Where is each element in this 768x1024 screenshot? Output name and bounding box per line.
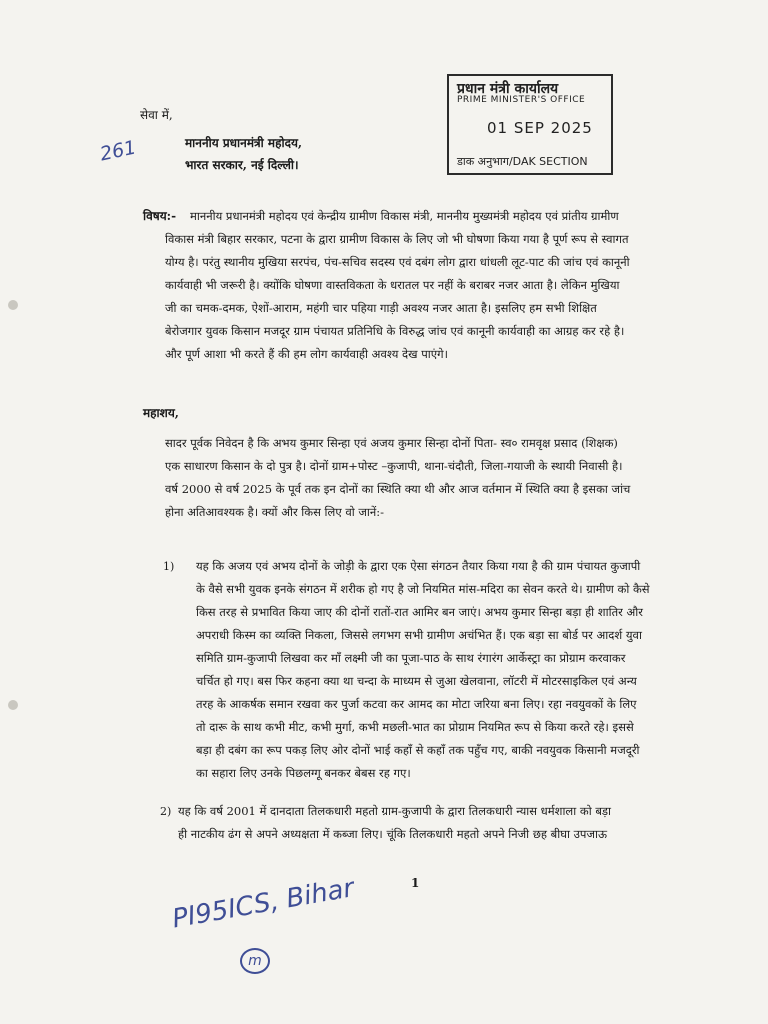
handwritten-circled-mark: m: [240, 948, 270, 974]
addressee-line-2: भारत सरकार, नई दिल्ली।: [185, 158, 299, 172]
point-line: समिति ग्राम-कुजापी लिखवा कर माँ लक्ष्मी जी का पूजा-पाठ के साथ रंगारंग आर्केस्ट्रा का प्रोग्राम करवाकर: [196, 651, 626, 665]
intro-line: एक साधारण किसान के दो पुत्र है। दोनों ग्राम+पोस्ट –कुजापी, थाना-चंदौती, जिला-गयाजी के स्थायी निवासी है।: [165, 459, 623, 473]
stamp-section: डाक अनुभाग/DAK SECTION: [457, 155, 588, 168]
intro-line: सादर पूर्वक निवेदन है कि अभय कुमार सिन्हा एवं अजय कुमार सिन्हा दोनों पिता- स्व० रामवृक्ष प्रसाद (शिक्षक): [165, 436, 618, 450]
salutation: सेवा में,: [140, 108, 173, 122]
point-line: का सहारा लिए उनके पिछलग्गू बनकर बेबस रह गए।: [196, 766, 411, 780]
intro-line: वर्ष 2000 से वर्ष 2025 के पूर्व तक इन दोनों का स्थिति क्या थी और आज वर्तमान में स्थिति क्या है इसका जांच: [165, 482, 631, 496]
subject-line: जी का चमक-दमक, ऐशों-आराम, महंगी चार पहिया गाड़ी अवश्य नजर आता है। इसलिए हम सभी शिक्षित: [165, 301, 597, 315]
handwritten-note: PI95ICS, Bihar: [170, 873, 357, 935]
point-line: यह कि वर्ष 2001 में दानदाता तिलकधारी महतो ग्राम-कुजापी के द्वारा तिलकधारी न्यास धर्मशाला को बड़ा: [178, 804, 612, 818]
stamp-title-english: PRIME MINISTER'S OFFICE: [457, 95, 586, 105]
point-line: तरह के आकर्षक समान रखवा कर पुर्जा कटवा कर आमद का मोटा जरिया बना लिए। रहा नवयुवकों के लिए: [196, 697, 637, 711]
intro-line: होना अतिआवश्यक है। क्यों और किस लिए वो जानें:-: [165, 505, 385, 519]
point-line: चर्चित हो गए। बस फिर कहना क्या था चन्दा के माध्यम से जुआ खेलवाना, लॉटरी में मोटरसाइकिल एवं अन्य: [196, 674, 637, 688]
stamp-title-hindi: प्रधान मंत्री कार्यालय: [457, 81, 559, 97]
subject-line: विकास मंत्री बिहार सरकार, पटना के द्वारा ग्रामीण विकास के लिए जो भी घोषणा किया गया है पूर्ण रूप से स्वागत: [165, 232, 629, 246]
subject-line: और पूर्ण आशा भी करते हैं की हम लोग कार्यवाही अवश्य देख पाएंगे।: [165, 347, 448, 361]
subject-label: विषय:-: [143, 209, 177, 223]
punch-hole: [8, 700, 18, 710]
point-line: यह कि अजय एवं अभय दोनों के जोड़ी के द्वारा एक ऐसा संगठन तैयार किया गया है की ग्राम पंचायत कुजापी: [196, 559, 641, 573]
point-line: अपराधी किस्म का व्यक्ति निकला, जिससे लगभग सभी ग्रामीण अचंभित हैं। एक बड़ा सा बोर्ड पर आदर्श युवा: [196, 628, 642, 642]
point-line: तो दारू के साथ कभी मीट, कभी मुर्गा, कभी मछली-भात का प्रोग्राम नियमित रूप से किया करते रहे। इससे: [196, 720, 634, 734]
received-stamp: [447, 74, 613, 175]
point-number: 2): [160, 805, 172, 818]
subject-line: योग्य है। परंतु स्थानीय मुखिया सरपंच, पंच-सचिव सदस्य एवं दबंग लोग द्वारा धांधली लूट-पाट की जांच एवं कानूनी: [165, 255, 630, 269]
subject-line: माननीय प्रधानमंत्री महोदय एवं केन्द्रीय ग्रामीण विकास मंत्री, माननीय मुख्यमंत्री महोदय एवं प्रांतीय ग्रामीण: [190, 209, 619, 223]
page-number: 1: [411, 876, 420, 890]
subject-line: बेरोजगार युवक किसान मजदूर ग्राम पंचायत प्रतिनिधि के विरुद्ध जांच एवं कानूनी कार्यवाही का आग्रह कर रहे है।: [165, 324, 625, 338]
handwritten-margin-number: 261: [98, 136, 139, 166]
point-line: किस तरह से प्रभावित किया जाए की दोनों रातों-रात आमिर बन जाएं। अभय कुमार सिन्हा बड़ा ही शातिर और: [196, 605, 643, 619]
point-line: के वैसे सभी युवक इनके संगठन में शरीक हो गए है जो नियमित मांस-मदिरा का सेवन करते थे। ग्रामीण को कैसे: [196, 582, 650, 596]
greeting: महाशय,: [143, 406, 179, 420]
punch-hole: [8, 300, 18, 310]
point-line: ही नाटकीय ढंग से अपने अध्यक्षता में कब्जा लिए। चूंकि तिलकधारी महतो अपने निजी छह बीघा उपजाऊ: [178, 827, 607, 841]
subject-line: कार्यवाही भी जरूरी है। क्योंकि घोषणा वास्तविकता के धरातल पर नहीं के बराबर नजर आता है। लेकिन मुखिया: [165, 278, 620, 292]
stamp-date: 01 SEP 2025: [487, 119, 593, 137]
point-number: 1): [163, 560, 175, 573]
point-line: बड़ा ही दबंग का रूप पकड़ लिए ओर दोनों भाई कहाँ से कहाँ तक पहुँच गए, बाकी नवयुवक किसानी मजदूरी: [196, 743, 640, 757]
addressee-line-1: माननीय प्रधानमंत्री महोदय,: [185, 136, 303, 150]
